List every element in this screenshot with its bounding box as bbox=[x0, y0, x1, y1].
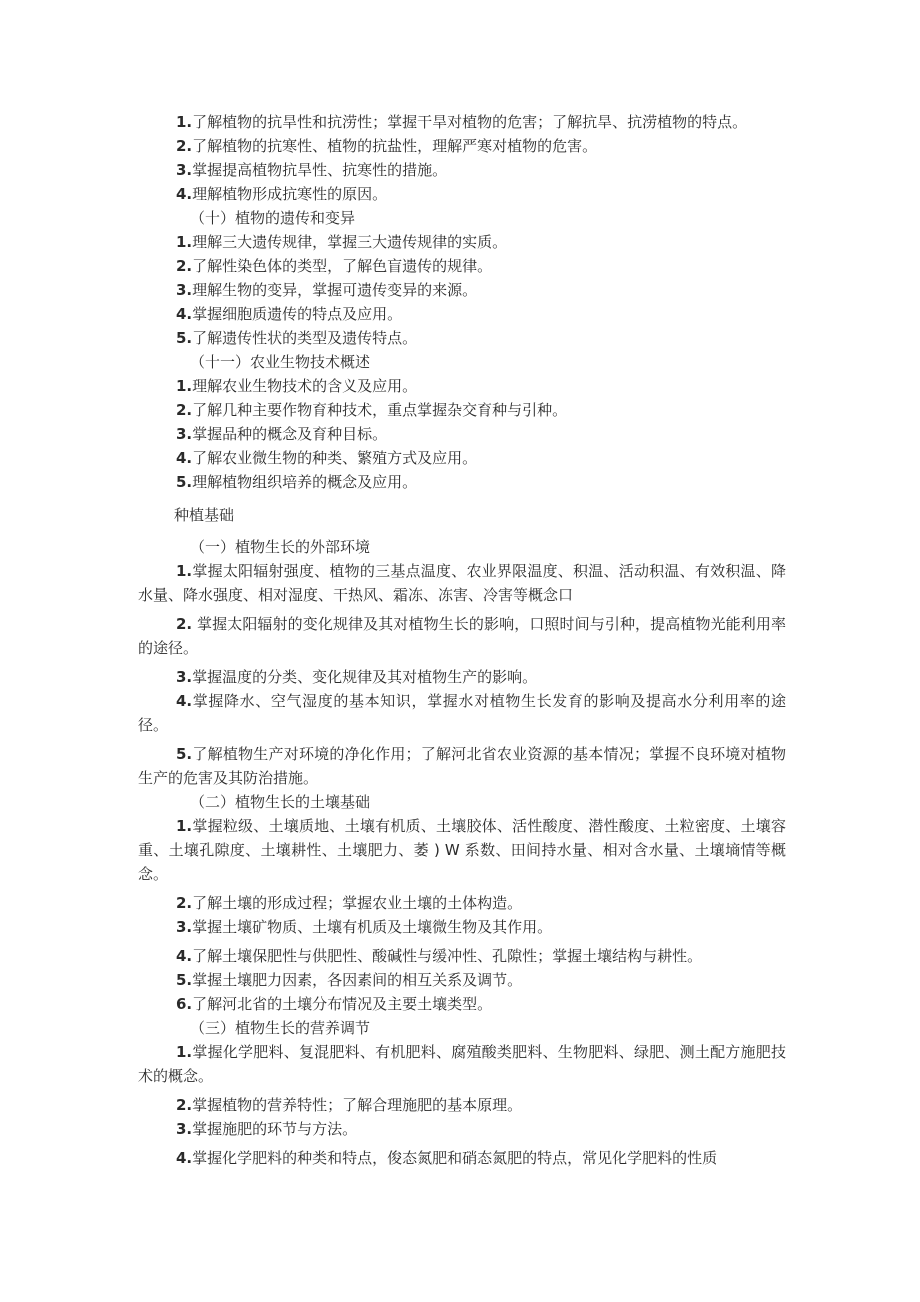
list-item bbox=[138, 944, 786, 968]
item-number: 3. bbox=[176, 425, 193, 443]
item-number: 4. bbox=[176, 449, 193, 467]
item-text: 了解性染色体的类型，了解色盲遗传的规律。 bbox=[192, 257, 493, 275]
list-item bbox=[138, 612, 786, 660]
part-title: 种植基础 bbox=[174, 506, 235, 524]
item-text: 掌握土壤矿物质、土壤有机质及土壤微生物及其作用。 bbox=[192, 918, 553, 936]
list-item bbox=[138, 374, 786, 398]
section-heading: （十）植物的遗传和变异 bbox=[190, 209, 356, 227]
item-number: 2. bbox=[176, 401, 193, 419]
item-text: 理解三大遗传规律，掌握三大遗传规律的实质。 bbox=[192, 233, 508, 251]
item-number: 1. bbox=[176, 233, 193, 251]
list-item bbox=[138, 326, 786, 350]
item-number: 5. bbox=[176, 473, 193, 491]
list-item bbox=[138, 814, 786, 886]
item-number: 2. bbox=[176, 137, 193, 155]
item-number: 3. bbox=[176, 918, 193, 936]
list-item bbox=[138, 1146, 786, 1170]
item-number: 4. bbox=[176, 185, 193, 203]
item-number: 4. bbox=[176, 947, 193, 965]
list-item bbox=[138, 1117, 786, 1141]
item-text: 掌握粒级、土壤质地、土壤有机质、土壤胶体、活性酸度、潜性酸度、土粒密度、土壤容重、土壤孔隙度、土壤耕性、土壤肥力、萎 ) W 系数、田间持水量、相对含水量、土壤墒情等概念。 bbox=[138, 817, 786, 883]
item-text: 掌握太阳辐射的变化规律及其对植物生长的影响，口照时间与引种，提高植物光能利用率的途径。 bbox=[138, 615, 786, 657]
list-item bbox=[138, 302, 786, 326]
list-item bbox=[138, 742, 786, 790]
item-text: 掌握化学肥料的种类和特点，俊态氮肥和硝态氮肥的特点，常见化学肥料的性质 bbox=[192, 1149, 718, 1167]
item-number: 2. bbox=[176, 257, 193, 275]
list-item bbox=[138, 422, 786, 446]
list-item bbox=[138, 470, 786, 494]
item-text: 掌握温度的分类、变化规律及其对植物生产的影响。 bbox=[192, 668, 538, 686]
list-item bbox=[138, 1040, 786, 1088]
section-heading: （二）植物生长的土壤基础 bbox=[190, 793, 371, 811]
document-body bbox=[138, 110, 786, 1170]
list-item bbox=[138, 915, 786, 939]
item-number: 1. bbox=[176, 113, 193, 131]
list-item bbox=[138, 158, 786, 182]
item-text: 了解土壤保肥性与供肥性、酸碱性与缓冲性、孔隙性；掌握土壤结构与耕性。 bbox=[192, 947, 703, 965]
list-item bbox=[138, 559, 786, 607]
item-text: 理解植物组织培养的概念及应用。 bbox=[192, 473, 418, 491]
section-heading: （一）植物生长的外部环境 bbox=[190, 538, 371, 556]
item-number: 6. bbox=[176, 995, 193, 1013]
item-number: 3. bbox=[176, 281, 193, 299]
item-text: 了解遗传性状的类型及遗传特点。 bbox=[192, 329, 418, 347]
list-item bbox=[138, 278, 786, 302]
item-text: 掌握品种的概念及育种目标。 bbox=[192, 425, 388, 443]
item-text: 理解生物的变异，掌握可遗传变异的来源。 bbox=[192, 281, 478, 299]
item-text: 掌握细胞质遗传的特点及应用。 bbox=[192, 305, 403, 323]
item-text: 掌握提高植物抗旱性、抗寒性的措施。 bbox=[192, 161, 448, 179]
item-number: 1. bbox=[176, 817, 193, 835]
list-item bbox=[138, 689, 786, 737]
list-item bbox=[138, 182, 786, 206]
list-item bbox=[138, 891, 786, 915]
item-number: 1. bbox=[176, 377, 193, 395]
item-text: 了解土壤的形成过程；掌握农业土壤的土体构造。 bbox=[192, 894, 523, 912]
section-heading: （十一）农业生物技术概述 bbox=[190, 353, 371, 371]
item-number: 1. bbox=[176, 562, 193, 580]
list-item bbox=[138, 968, 786, 992]
item-number: 3. bbox=[176, 1120, 193, 1138]
item-text: 掌握施肥的环节与方法。 bbox=[192, 1120, 358, 1138]
list-item bbox=[138, 1093, 786, 1117]
item-number: 3. bbox=[176, 161, 193, 179]
item-text: 了解植物的抗寒性、植物的抗盐性，理解严寒对植物的危害。 bbox=[192, 137, 598, 155]
item-text: 掌握土壤肥力因素，各因素间的相互关系及调节。 bbox=[192, 971, 523, 989]
list-item bbox=[138, 230, 786, 254]
list-item bbox=[138, 665, 786, 689]
item-text: 掌握太阳辐射强度、植物的三基点温度、农业界限温度、积温、活动积温、有效积温、降水量、降水强度、相对湿度、干热风、霜冻、冻害、冷害等概念口 bbox=[138, 562, 786, 604]
item-text: 了解农业微生物的种类、繁殖方式及应用。 bbox=[192, 449, 478, 467]
list-item bbox=[138, 398, 786, 422]
list-item bbox=[138, 446, 786, 470]
list-item bbox=[138, 134, 786, 158]
item-text: 了解河北省的土壤分布情况及主要土壤类型。 bbox=[192, 995, 493, 1013]
item-number: 2. bbox=[176, 894, 193, 912]
list-item bbox=[138, 254, 786, 278]
item-number: 4. bbox=[176, 305, 193, 323]
item-text: 掌握植物的营养特性；了解合理施肥的基本原理。 bbox=[192, 1096, 523, 1114]
item-text: 掌握降水、空气湿度的基本知识，掌握水对植物生长发育的影响及提高水分利用率的途径。 bbox=[138, 692, 786, 734]
item-number: 5. bbox=[176, 745, 193, 763]
item-text: 了解植物的抗旱性和抗涝性；掌握干旱对植物的危害；了解抗旱、抗涝植物的特点。 bbox=[192, 113, 748, 131]
item-number: 5. bbox=[176, 971, 193, 989]
item-text: 掌握化学肥料、复混肥料、有机肥料、腐殖酸类肥料、生物肥料、绿肥、测土配方施肥技术的概念。 bbox=[138, 1043, 786, 1085]
item-number: 3. bbox=[176, 668, 193, 686]
item-number: 4. bbox=[176, 1149, 193, 1167]
item-text: 了解几种主要作物育种技术，重点掌握杂交育种与引种。 bbox=[192, 401, 568, 419]
item-number: 2. bbox=[176, 1096, 193, 1114]
item-text: 理解植物形成抗寒性的原因。 bbox=[192, 185, 388, 203]
item-number: 4. bbox=[176, 692, 193, 710]
item-number: 2. bbox=[176, 615, 193, 633]
item-number: 1. bbox=[176, 1043, 193, 1061]
list-item bbox=[138, 992, 786, 1016]
item-text: 理解农业生物技术的含义及应用。 bbox=[192, 377, 418, 395]
item-text: 了解植物生产对环境的净化作用；了解河北省农业资源的基本情况；掌握不良环境对植物生产的危害及其防治措施。 bbox=[138, 745, 786, 787]
section-heading: （三）植物生长的营养调节 bbox=[190, 1019, 371, 1037]
list-item bbox=[138, 110, 786, 134]
item-number: 5. bbox=[176, 329, 193, 347]
